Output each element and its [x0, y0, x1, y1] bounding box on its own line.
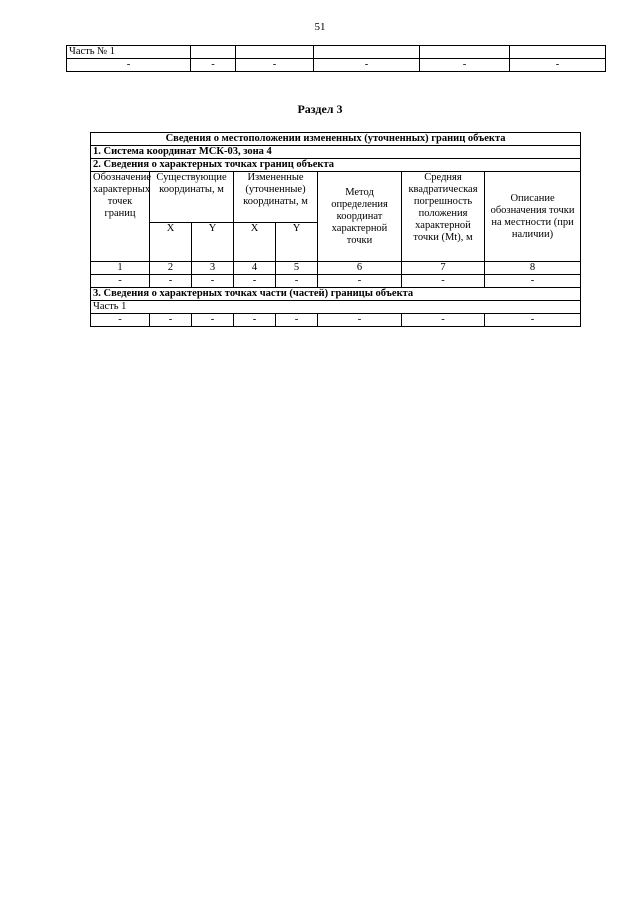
- table-cell: -: [234, 275, 276, 288]
- header-y-changed: Y: [276, 223, 318, 262]
- table-cell: -: [234, 314, 276, 327]
- table-cell: -: [67, 59, 191, 72]
- table-cell: [314, 46, 420, 59]
- section-title: Раздел 3: [297, 102, 343, 116]
- table-row: [91, 275, 581, 288]
- table-cell: -: [420, 59, 510, 72]
- table-cell: -: [402, 314, 485, 327]
- coord-system: 1. Система координат МСК-03, зона 4: [91, 146, 581, 159]
- table-cell: -: [150, 275, 192, 288]
- table-cell: -: [236, 59, 314, 72]
- table-row: [91, 301, 581, 314]
- column-number: 2: [150, 262, 192, 275]
- table-cell: [510, 46, 606, 59]
- column-number: 4: [234, 262, 276, 275]
- column-number: 1: [91, 262, 150, 275]
- table-cell: -: [91, 275, 150, 288]
- header-designation: Обозначение характерных точек границ: [91, 172, 150, 262]
- table-cell: -: [276, 275, 318, 288]
- header-existing: Существующие координаты, м: [150, 172, 234, 223]
- column-number: 7: [402, 262, 485, 275]
- table-cell: -: [150, 314, 192, 327]
- table-cell: -: [402, 275, 485, 288]
- table-cell: -: [485, 314, 581, 327]
- table-cell: -: [91, 314, 150, 327]
- table-row: [91, 172, 581, 223]
- column-number: 6: [318, 262, 402, 275]
- header-x-changed: X: [234, 223, 276, 262]
- column-number: 3: [192, 262, 234, 275]
- table-row: [67, 46, 606, 59]
- table-cell: -: [510, 59, 606, 72]
- table-cell: -: [318, 314, 402, 327]
- column-number: 8: [485, 262, 581, 275]
- column-number: 5: [276, 262, 318, 275]
- boundary-table: [90, 132, 581, 327]
- table-row: [67, 59, 606, 72]
- table-row: [91, 146, 581, 159]
- header-y-existing: Y: [192, 223, 234, 262]
- header-changed: Измененные (уточненные) координаты, м: [234, 172, 318, 223]
- table-row: [91, 133, 581, 146]
- table-row: [91, 288, 581, 301]
- page-number: 51: [314, 21, 326, 33]
- table-title: Сведения о местоположении измененных (уточненных) границ объекта: [91, 133, 581, 146]
- points-header: 2. Сведения о характерных точках границ объекта: [91, 159, 581, 172]
- table-row: [91, 159, 581, 172]
- table-cell: -: [314, 59, 420, 72]
- table-cell: -: [485, 275, 581, 288]
- header-error: Средняя квадратическая погрешность положения характерной точки (Mt), м: [402, 172, 485, 262]
- table-cell: [191, 46, 236, 59]
- table-cell: -: [318, 275, 402, 288]
- table-cell: -: [192, 275, 234, 288]
- part-label: Часть № 1: [67, 46, 191, 59]
- header-method: Метод определения координат характерной точки: [318, 172, 402, 262]
- table-cell: -: [276, 314, 318, 327]
- table-cell: [236, 46, 314, 59]
- table-cell: [420, 46, 510, 59]
- header-description: Описание обозначения точки на местности (при наличии): [485, 172, 581, 262]
- parts-table: [66, 45, 606, 72]
- table-row: [91, 314, 581, 327]
- part-label: Часть 1: [91, 301, 581, 314]
- parts-header: 3. Сведения о характерных точках части (частей) границы объекта: [91, 288, 581, 301]
- table-cell: -: [191, 59, 236, 72]
- table-row: [91, 262, 581, 275]
- header-x-existing: X: [150, 223, 192, 262]
- table-cell: -: [192, 314, 234, 327]
